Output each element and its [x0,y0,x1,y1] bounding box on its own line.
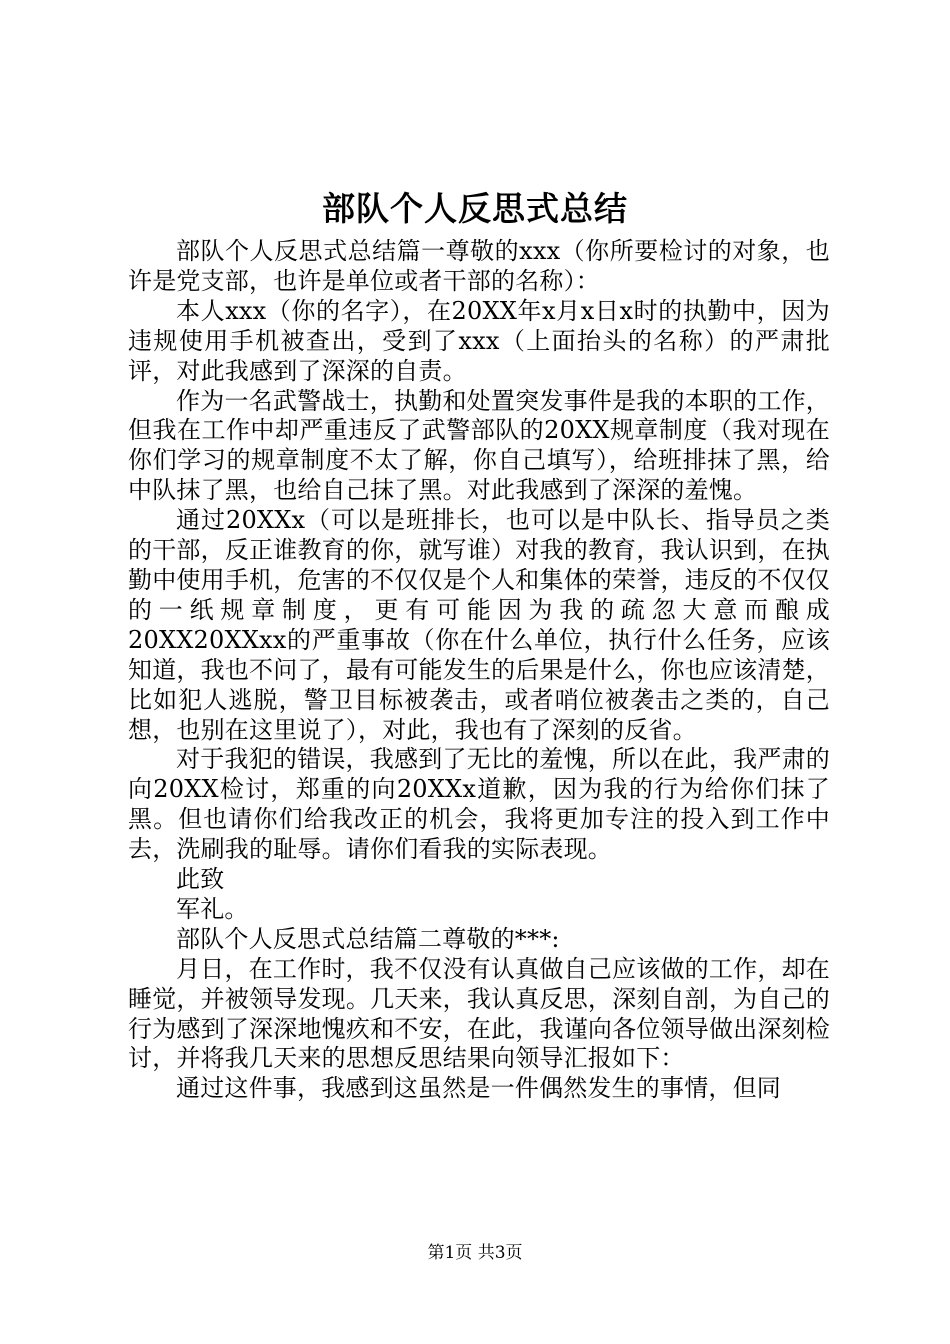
paragraph: 作为一名武警战士，执勤和处置突发事件是我的本职的工作，但我在工作中却严重违反了武警部队的20XX规章制度（我对现在你们学习的规章制度不太了解，你自己填写），给班排抹了黑，给中队抹了黑，也给自己抹了黑。对此我感到了深深的羞愧。 [128,386,830,505]
page-number: 第1页 共3页 [427,1243,523,1263]
paragraph: 本人xxx（你的名字），在20XX年x月x日x时的执勤中，因为违规使用手机被查出，受到了xxx（上面抬头的名称）的严肃批评，对此我感到了深深的自责。 [128,296,830,385]
paragraph: 对于我犯的错误，我感到了无比的羞愧，所以在此，我严肃的向20XX检讨，郑重的向20XXx道歉，因为我的行为给你们抹了黑。但也请你们给我改正的机会，我将更加专注的投入到工作中去，洗刷我的耻辱。请你们看我的实际表现。 [128,745,830,864]
section-heading: 部队个人反思式总结篇二尊敬的***: [176,924,560,953]
document-body [128,237,830,1104]
paragraph: 通过20XXx（可以是班排长，也可以是中队长、指导员之类的干部，反正谁教育的你，就写谁）对我的教育，我认识到，在执勤中使用手机，危害的不仅仅是个人和集体的荣誉，违反的不仅仅的一纸规章制度，更有可能因为我的疏忽大意而酿成20XX20XXxx的严重事故（你在什么单位，执行什么任务，应该知道，我也不问了，最有可能发生的后果是什么，你也应该清楚，比如犯人逃脱，警卫目标被袭击，或者哨位被袭击之类的，自己想，也别在这里说了），对此，我也有了深刻的反省。 [128,506,830,744]
paragraph: 通过这件事，我感到这虽然是一件偶然发生的事情，但同 [176,1074,781,1103]
closing-salute: 军礼。 [176,894,249,923]
closing-line: 此致 [176,865,225,894]
paragraph: 月日，在工作时，我不仅没有认真做自己应该做的工作，却在睡觉，并被领导发现。几天来，我认真反思，深刻自剖，为自己的行为感到了深深地愧疚和不安，在此，我谨向各位领导做出深刻检讨，并将我几天来的思想反思结果向领导汇报如下： [128,954,830,1073]
page-title: 部队个人反思式总结 [322,189,628,228]
paragraph: 部队个人反思式总结篇一尊敬的xxx（你所要检讨的对象，也许是党支部，也许是单位或者干部的名称）： [128,237,830,295]
